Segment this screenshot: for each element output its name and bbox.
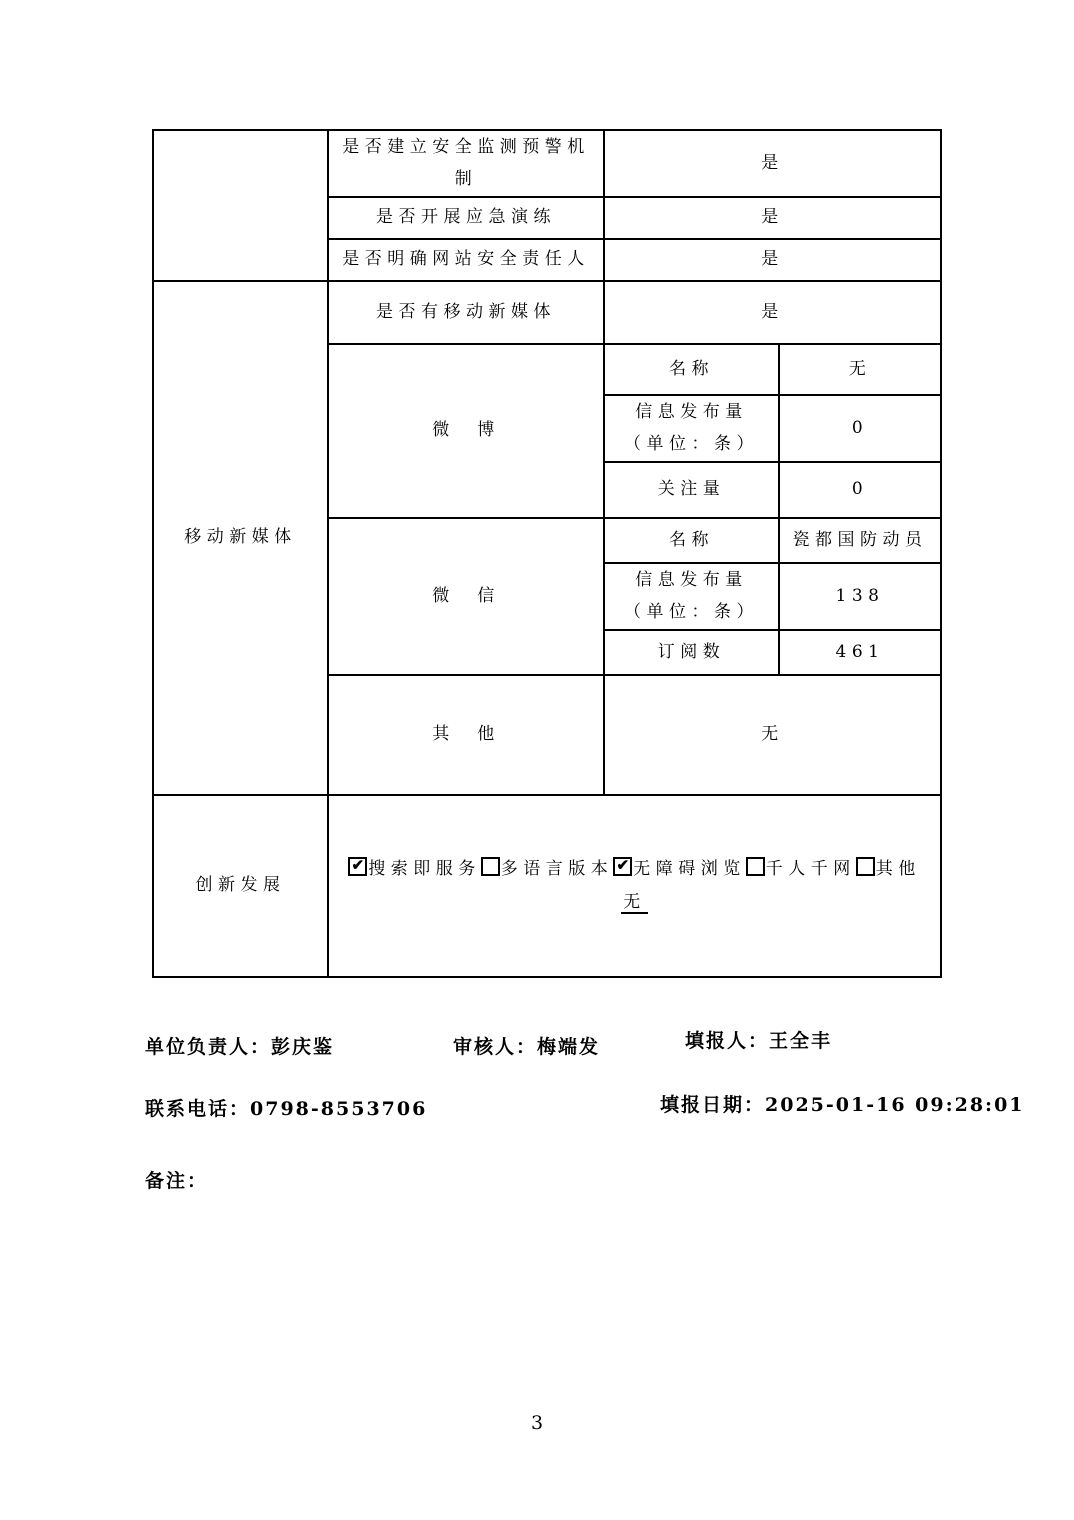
unit-head-line bbox=[145, 1032, 334, 1059]
weibo-name-value: 无 bbox=[779, 344, 941, 395]
weibo-posts-label bbox=[604, 395, 779, 462]
weibo-label: 微 博 bbox=[328, 344, 604, 518]
checkbox-unchecked-icon bbox=[746, 857, 765, 876]
filler-label: 填报人： bbox=[685, 1030, 770, 1052]
mobile-section-label: 移动新媒体 bbox=[153, 281, 328, 795]
other-media-label: 其 他 bbox=[328, 675, 604, 795]
wechat-posts-label bbox=[604, 563, 779, 630]
innovation-fill-value: 无 bbox=[623, 891, 646, 912]
security-responsible-label: 是否明确网站安全责任人 bbox=[328, 239, 604, 281]
security-drill-label: 是否开展应急演练 bbox=[328, 197, 604, 239]
innovation-option bbox=[348, 859, 481, 879]
table-row bbox=[153, 130, 941, 197]
wechat-subs-value: 461 bbox=[779, 630, 941, 675]
date-value: 2025-01-16 09:28:01 bbox=[765, 1094, 1025, 1116]
date-label: 填报日期： bbox=[660, 1094, 766, 1116]
weibo-followers-label: 关注量 bbox=[604, 462, 779, 518]
unit-head-value: 彭庆鉴 bbox=[271, 1036, 335, 1058]
innovation-option-label: 搜索即服务 bbox=[368, 859, 481, 880]
innovation-option-label: 多语言版本 bbox=[500, 859, 614, 880]
checkbox-unchecked-icon bbox=[481, 857, 500, 876]
security-drill-value: 是 bbox=[604, 197, 941, 239]
has-mobile-label: 是否有移动新媒体 bbox=[328, 281, 604, 344]
security-monitor-value: 是 bbox=[604, 130, 941, 197]
wechat-name-value: 瓷都国防动员 bbox=[779, 518, 941, 563]
filler-value: 王全丰 bbox=[769, 1030, 833, 1052]
reviewer-line bbox=[453, 1032, 600, 1059]
innovation-options-line bbox=[337, 853, 932, 885]
innovation-option-label: 无障碍浏览 bbox=[633, 859, 746, 880]
table-row bbox=[153, 281, 941, 344]
innovation-option-label: 千人千网 bbox=[765, 859, 856, 880]
innovation-option bbox=[856, 859, 921, 879]
has-mobile-value: 是 bbox=[604, 281, 941, 344]
phone-line bbox=[145, 1094, 427, 1121]
innovation-content-cell bbox=[328, 795, 941, 977]
report-table bbox=[152, 129, 942, 978]
wechat-posts-value: 138 bbox=[779, 563, 941, 630]
filler-line bbox=[685, 1026, 832, 1053]
phone-label: 联系电话： bbox=[145, 1098, 251, 1120]
reviewer-value: 梅端发 bbox=[537, 1036, 601, 1058]
page-number: 3 bbox=[530, 1412, 544, 1434]
security-monitor-label: 是否建立安全监测预警机制 bbox=[328, 130, 604, 197]
wechat-name-label: 名称 bbox=[604, 518, 779, 563]
checkbox-unchecked-icon bbox=[856, 857, 875, 876]
unit-head-label: 单位负责人： bbox=[145, 1036, 272, 1058]
innovation-option bbox=[481, 859, 614, 879]
date-line bbox=[660, 1090, 1025, 1117]
checkbox-checked-icon bbox=[613, 857, 632, 876]
weibo-posts-label-line2: （单位：条） bbox=[624, 434, 759, 455]
reviewer-label: 审核人： bbox=[453, 1036, 538, 1058]
wechat-posts-label-line2: （单位：条） bbox=[624, 602, 759, 623]
wechat-label: 微 信 bbox=[328, 518, 604, 675]
innovation-option bbox=[746, 859, 856, 879]
remarks-line bbox=[145, 1166, 208, 1193]
innovation-section-label: 创新发展 bbox=[153, 795, 328, 977]
innovation-fill-line bbox=[337, 886, 932, 918]
weibo-name-label: 名称 bbox=[604, 344, 779, 395]
section-cell-empty bbox=[153, 130, 328, 281]
weibo-followers-value: 0 bbox=[779, 462, 941, 518]
innovation-option bbox=[613, 859, 746, 879]
phone-value: 0798-8553706 bbox=[250, 1098, 428, 1120]
wechat-posts-label-line1: 信息发布量 bbox=[635, 569, 748, 590]
other-media-value: 无 bbox=[604, 675, 941, 795]
weibo-posts-value: 0 bbox=[779, 395, 941, 462]
innovation-option-label: 其他 bbox=[875, 859, 921, 880]
remarks-label: 备注： bbox=[145, 1170, 209, 1192]
wechat-subs-label: 订阅数 bbox=[604, 630, 779, 675]
weibo-posts-label-line1: 信息发布量 bbox=[635, 401, 748, 422]
checkbox-checked-icon bbox=[348, 857, 367, 876]
table-row bbox=[153, 795, 941, 977]
security-responsible-value: 是 bbox=[604, 239, 941, 281]
